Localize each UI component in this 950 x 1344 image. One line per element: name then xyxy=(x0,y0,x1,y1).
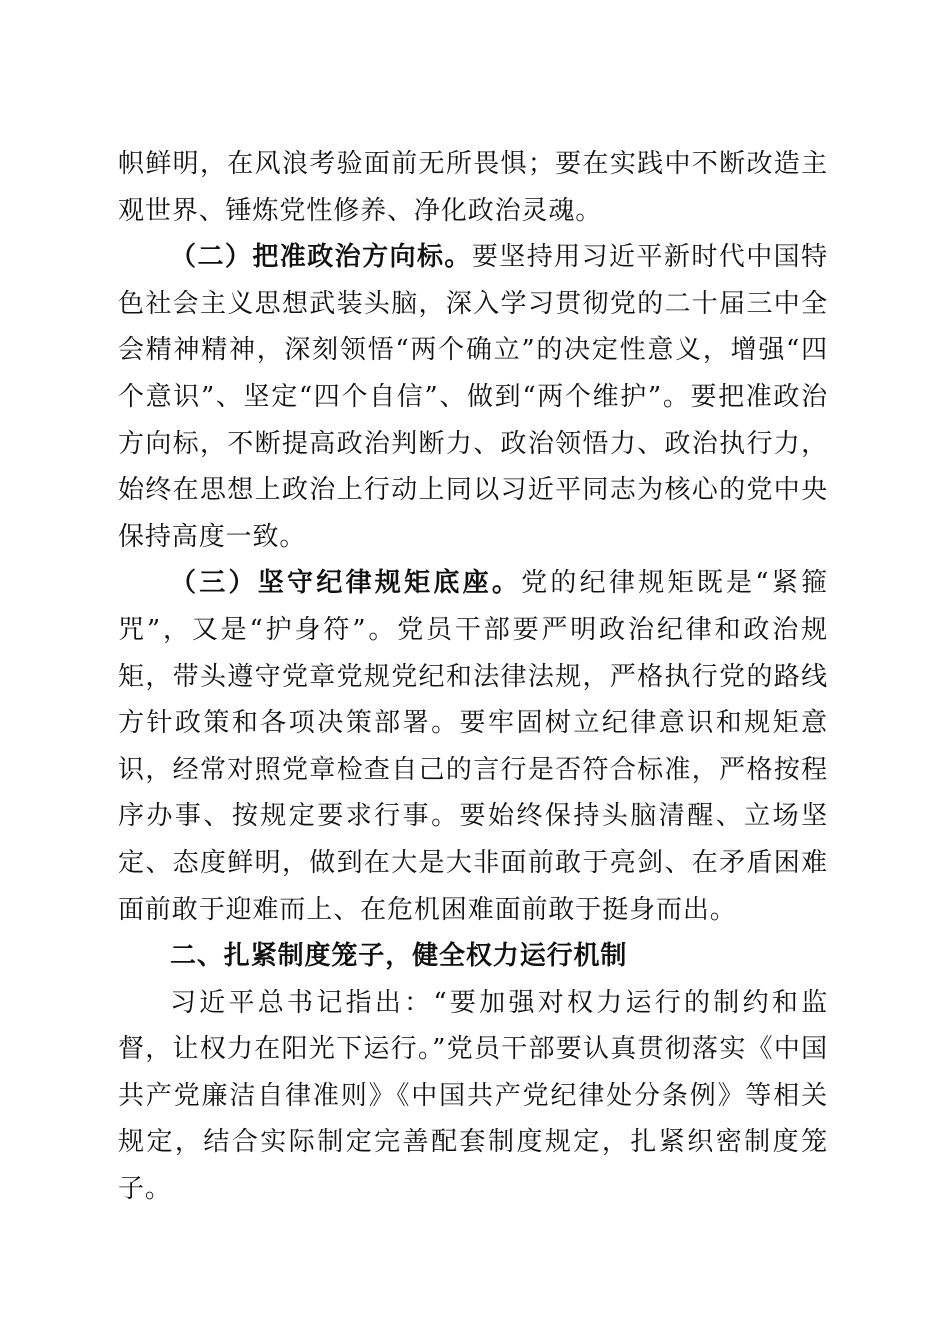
paragraph-continuation: 帜鲜明，在风浪考验面前无所畏惧；要在实践中不断改造主观世界、锤炼党性修养、净化政治灵魂。 xyxy=(118,149,828,226)
paragraph-final: 习近平总书记指出：“要加强对权力运行的制约和监督，让权力在阳光下运行。”党员干部要认真贯彻落实《中国共产党廉洁自律准则》《中国共产党纪律处分条例》等相关规定，结合实际制定完善配套制度规定，扎紧织密制度笼子。 xyxy=(118,987,828,1205)
sub-section-3-text: 党的纪律规矩既是“紧箍咒”，又是“护身符”。党员干部要严明政治纪律和政治规矩，带头遵守党章党规党纪和法律法规，严格执行党的路线方针政策和各项决策部署。要牢固树立纪律意识和规矩意识，经常对照党章检查自己的言行是否符合标准，严格按程序办事、按规定要求行事。要始终保持头脑清醒、立场坚定、态度鲜明，做到在大是大非面前敢于亮剑、在矛盾困难面前敢于迎难而上、在危机困难面前敢于挺身而出。 xyxy=(118,568,828,925)
section-heading: 二、扎紧制度笼子，健全权力运行机制 xyxy=(170,941,628,972)
sub-section-3-title: （三）坚守纪律规矩底座。 xyxy=(170,568,522,599)
document-body xyxy=(118,141,828,1213)
sub-section-2-text: 要坚持用习近平新时代中国特色社会主义思想武装头脑，深入学习贯彻党的二十届三中全会精神精神，深刻领悟“两个确立”的决定性意义，增强“四个意识”、坚定“四个自信”、做到“两个维护”。要把准政治方向标，不断提高政治判断力、政治领悟力、政治执行力，始终在思想上政治上行动上同以习近平同志为核心的党中央保持高度一致。 xyxy=(118,242,828,552)
sub-section-2-title: （二）把准政治方向标。 xyxy=(170,242,472,273)
paragraph-sub-section-2 xyxy=(118,234,828,560)
paragraph-sub-section-3 xyxy=(118,560,828,933)
